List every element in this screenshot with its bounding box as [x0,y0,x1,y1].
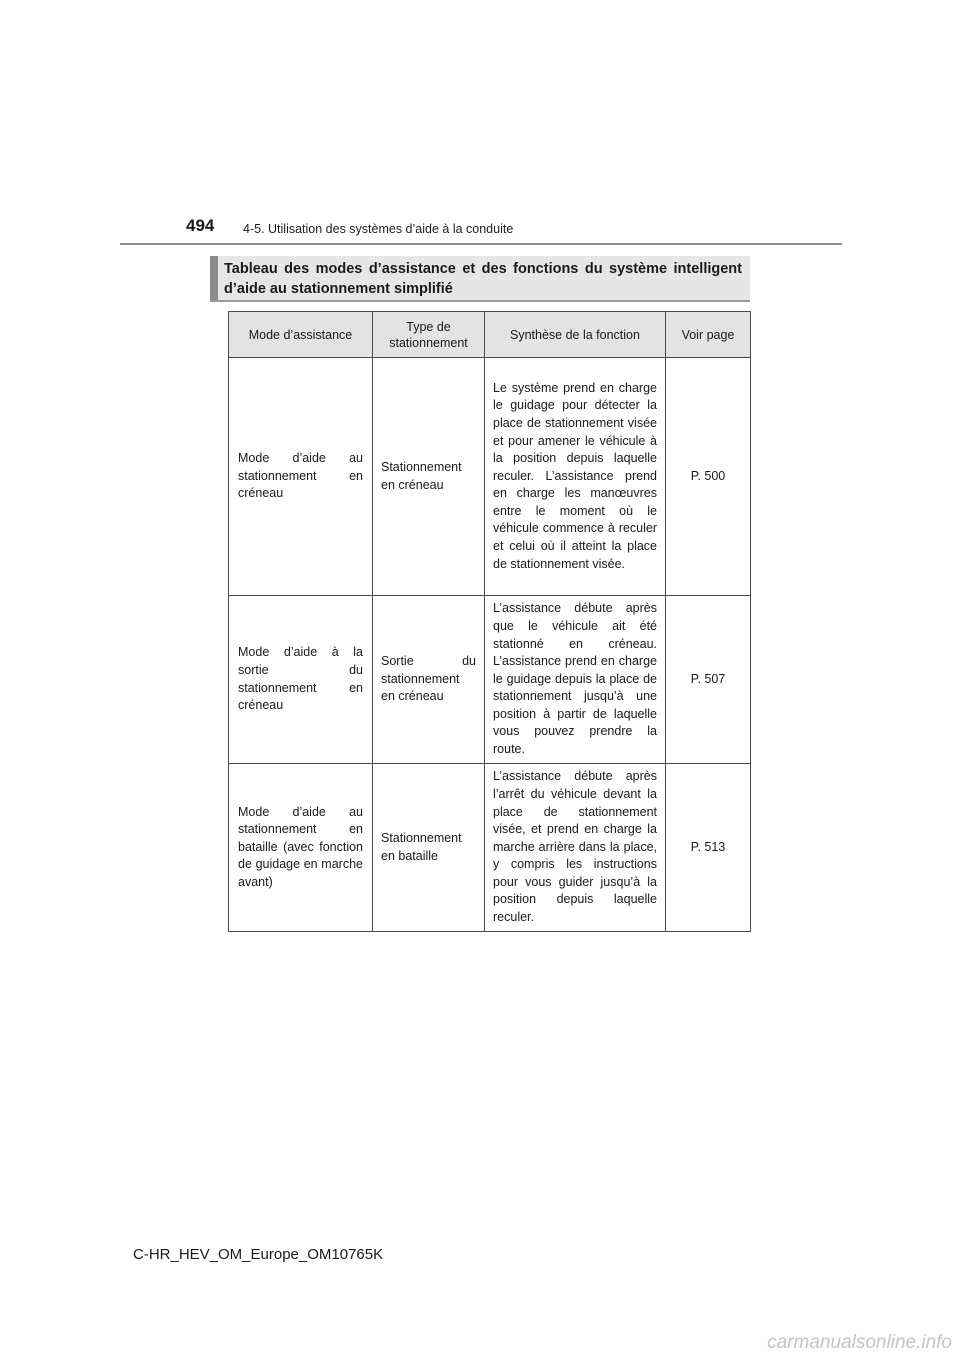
cell-type: Sortie du stationnement en créneau [373,596,485,764]
cell-summary: Le système prend en charge le guidage pour détecter la place de stationnement visée et pour amener le véhicule à la position depuis laquelle reculer. L’assistance prend en charge les manœuvres entre le moment où le véhicule commence à reculer et celui où il atteint la place de stationnement visée. [485,358,666,596]
cell-mode: Mode d’aide à la sortie du stationnement en créneau [229,596,373,764]
table-row [229,764,751,932]
cell-page-ref: P. 500 [666,358,751,596]
table-header-row [229,312,751,358]
cell-type: Stationnement en créneau [373,358,485,596]
document-code: C-HR_HEV_OM_Europe_OM10765K [133,1246,384,1263]
table-row [229,596,751,764]
section-banner [210,256,750,302]
cell-page-ref: P. 507 [666,596,751,764]
column-header-mode: Mode d’assistance [229,312,373,358]
watermark: carmanualsonline.info [767,1332,952,1353]
cell-type: Stationnement en bataille [373,764,485,932]
section-banner-bar [210,256,218,300]
column-header-page: Voir page [666,312,751,358]
cell-summary: L’assistance débute après que le véhicule ait été stationné en créneau. L’assistance prend en charge le guidage depuis la place de stationnement jusqu’à une position à partir de laquelle vous pouvez prendre la route. [485,596,666,764]
cell-mode: Mode d’aide au stationnement en bataille (avec fonction de guidage en marche avant) [229,764,373,932]
assistance-modes-table [228,311,751,932]
page-number: 494 [186,216,215,235]
table-row [229,358,751,596]
column-header-summary: Synthèse de la fonction [485,312,666,358]
column-header-type: Type de stationnement [373,312,485,358]
chapter-title: 4-5. Utilisation des systèmes d’aide à la conduite [243,222,514,236]
cell-summary: L’assistance débute après l’arrêt du véhicule devant la place de stationnement visée, et prend en charge la marche arrière dans la place, y compris les instructions pour vous guider jusqu’à la position depuis laquelle reculer. [485,764,666,932]
section-title: Tableau des modes d’assistance et des fonctions du système intelligent d’aide au stationnement simplifié [224,261,742,297]
cell-mode: Mode d’aide au stationnement en créneau [229,358,373,596]
cell-page-ref: P. 513 [666,764,751,932]
header-rule [120,243,842,245]
